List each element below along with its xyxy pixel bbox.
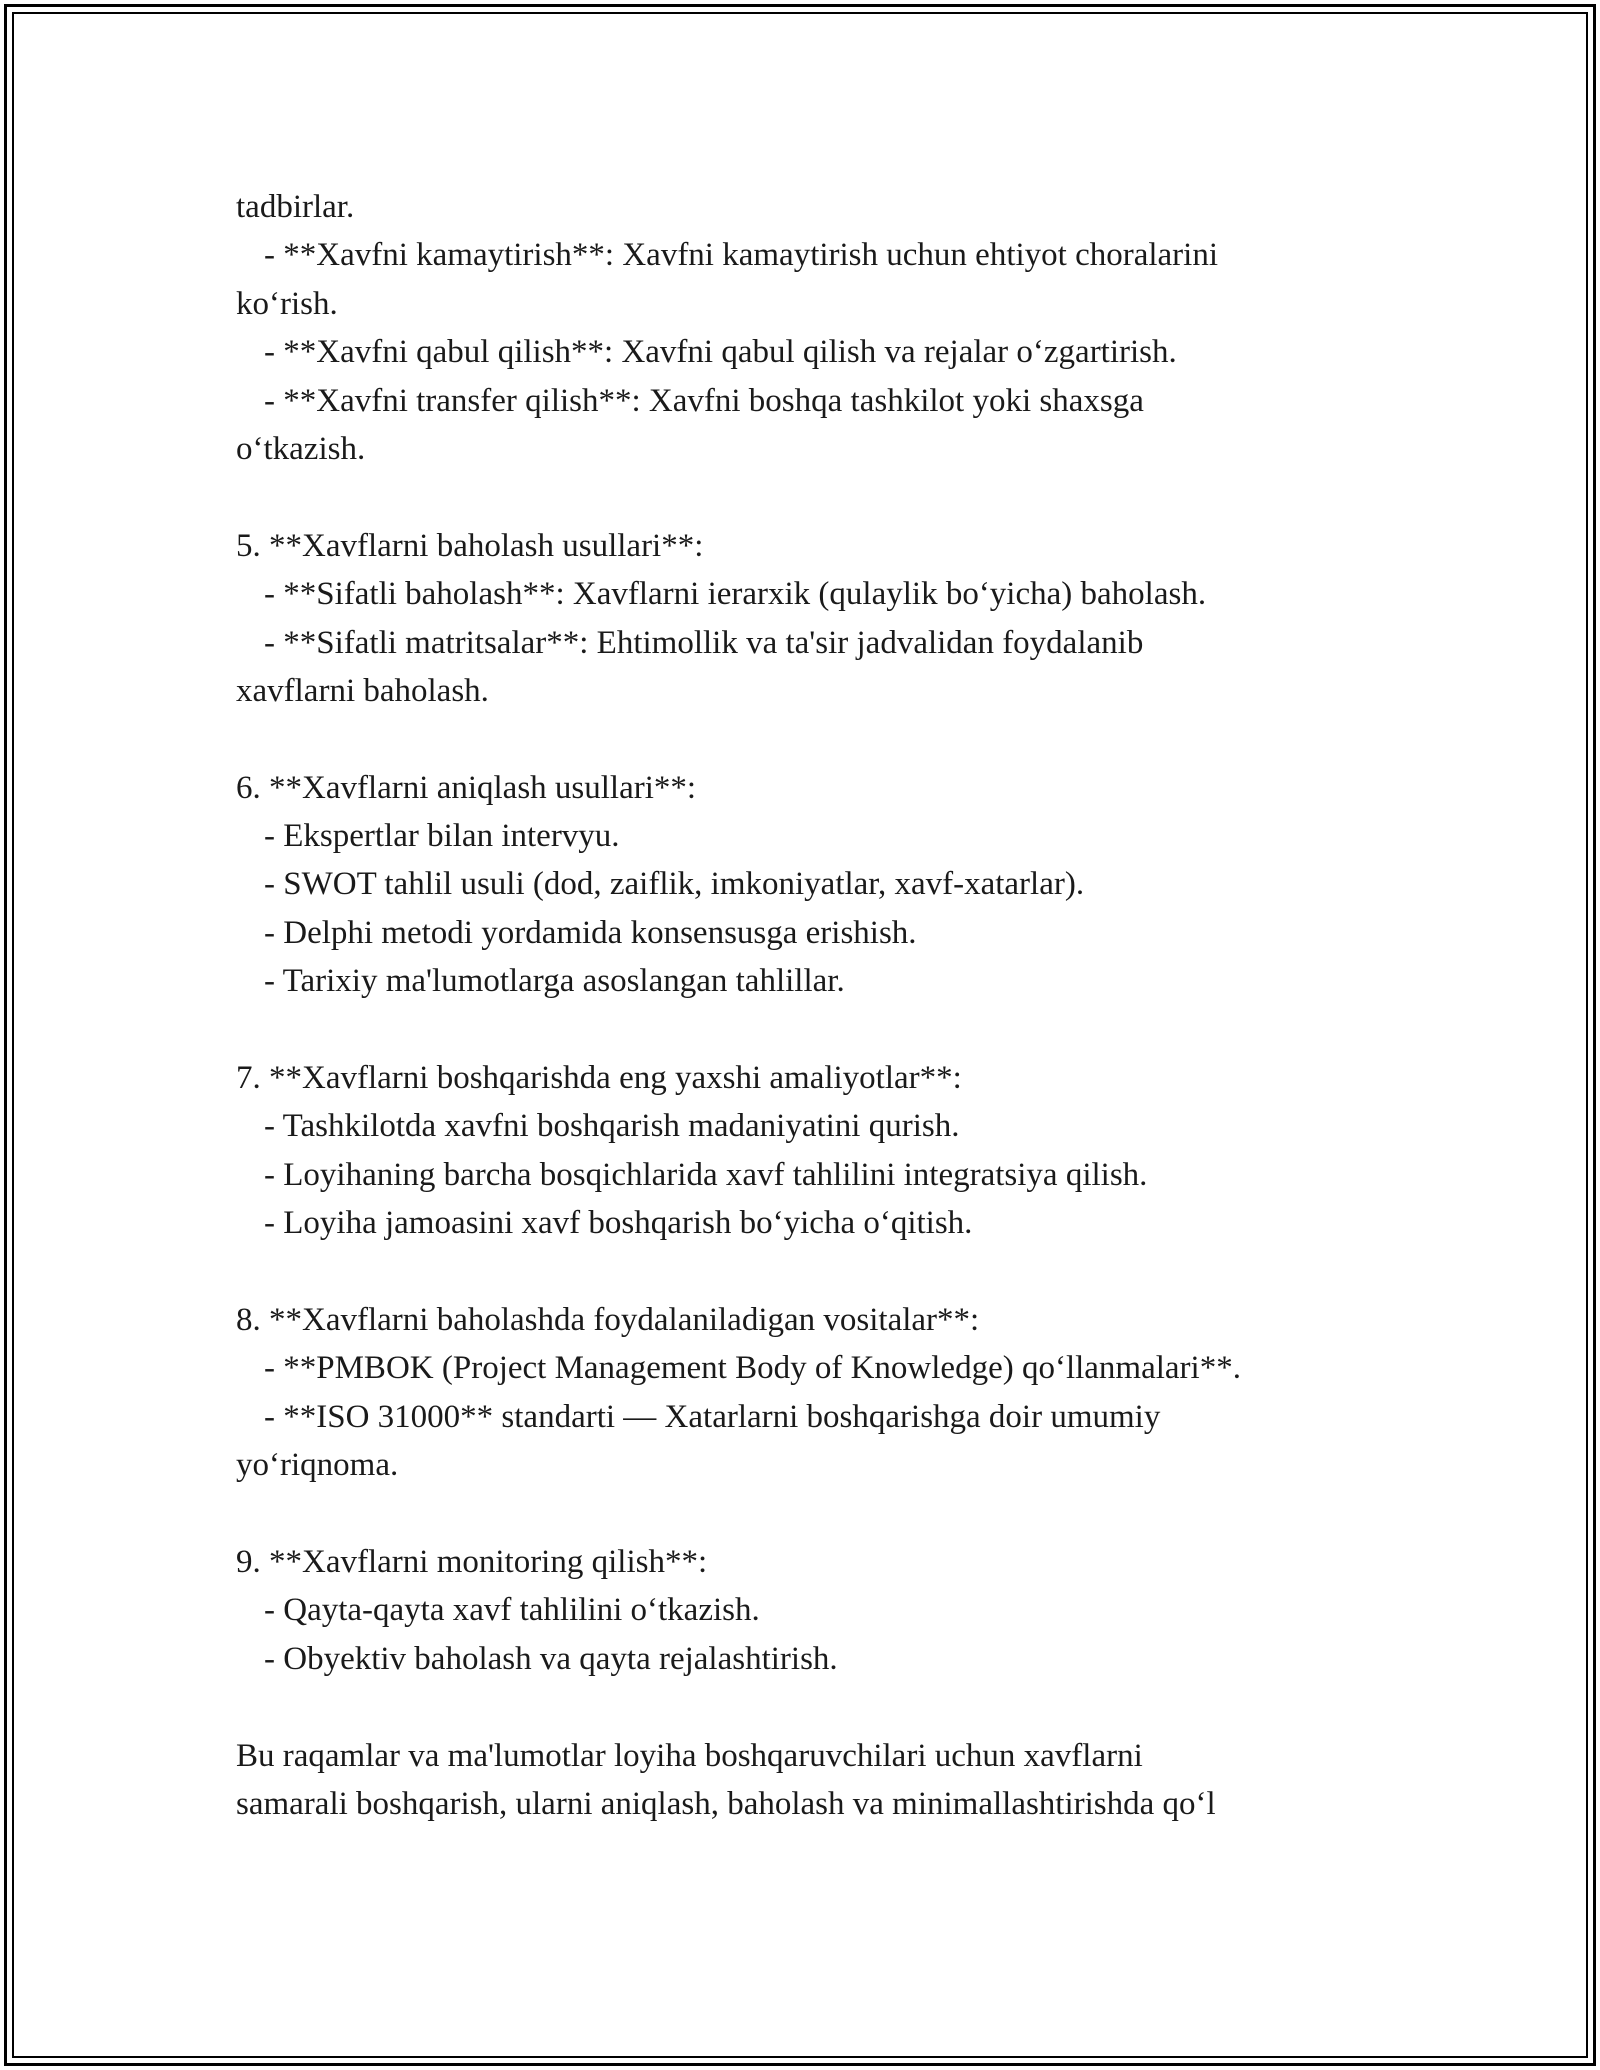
text-line: xavflarni baholash. bbox=[236, 672, 489, 709]
list-item-line: - **ISO 31000** standarti — Xatarlarni boshqarishga doir umumiy bbox=[264, 1398, 1161, 1435]
list-item-line: - Qayta-qayta xavf tahlilini o‘tkazish. bbox=[264, 1592, 760, 1629]
list-item-line: - Obyektiv baholash va qayta rejalashtirish. bbox=[264, 1640, 838, 1677]
blank-line bbox=[236, 715, 1386, 763]
text-line: 7. **Xavflarni boshqarishda eng yaxshi amaliyotlar**: bbox=[236, 1060, 962, 1097]
list-item-line: - Loyiha jamoasini xavf boshqarish bo‘yicha o‘qitish. bbox=[264, 1205, 973, 1242]
list-item-line: - **Sifatli baholash**: Xavflarni ierarxik (qulaylik bo‘yicha) baholash. bbox=[264, 576, 1207, 613]
blank-line bbox=[236, 1683, 1386, 1731]
blank-line bbox=[236, 473, 1386, 521]
text-line: ko‘rish. bbox=[236, 285, 338, 322]
list-item-line: - Ekspertlar bilan intervyu. bbox=[264, 818, 620, 855]
text-line: 6. **Xavflarni aniqlash usullari**: bbox=[236, 769, 697, 806]
list-item-line: - Tarixiy ma'lumotlarga asoslangan tahlillar. bbox=[264, 963, 845, 1000]
text-line: 5. **Xavflarni baholash usullari**: bbox=[236, 527, 704, 564]
text-line: tadbirlar. bbox=[236, 189, 355, 225]
text-line: yo‘riqnoma. bbox=[236, 1447, 399, 1484]
list-item-line: - **Xavfni kamaytirish**: Xavfni kamaytirish uchun ehtiyot choralarini bbox=[264, 237, 1219, 274]
blank-line bbox=[236, 1248, 1386, 1296]
list-item-line: - Tashkilotda xavfni boshqarish madaniyatini qurish. bbox=[264, 1108, 960, 1145]
list-item-line: - Delphi metodi yordamida konsensusga erishish. bbox=[264, 914, 917, 951]
text-line: 9. **Xavflarni monitoring qilish**: bbox=[236, 1543, 708, 1580]
document-body bbox=[236, 183, 1386, 1828]
list-item-line: - SWOT tahlil usuli (dod, zaiflik, imkoniyatlar, xavf-xatarlar). bbox=[264, 866, 1085, 903]
list-item-line: - **PMBOK (Project Management Body of Knowledge) qo‘llanmalari**. bbox=[264, 1350, 1241, 1387]
list-item-line: - **Sifatli matritsalar**: Ehtimollik va ta'sir jadvalidan foydalanib bbox=[264, 624, 1144, 661]
text-line: o‘tkazish. bbox=[236, 430, 366, 467]
text-line: Bu raqamlar va ma'lumotlar loyiha boshqaruvchilari uchun xavflarni bbox=[236, 1737, 1143, 1774]
text-line: 8. **Xavflarni baholashda foydalaniladigan vositalar**: bbox=[236, 1301, 980, 1338]
text-line: samarali boshqarish, ularni aniqlash, baholash va minimallashtirishda qo‘l bbox=[236, 1785, 1216, 1822]
list-item-line: - **Xavfni qabul qilish**: Xavfni qabul qilish va rejalar o‘zgartirish. bbox=[264, 334, 1177, 371]
list-item-line: - **Xavfni transfer qilish**: Xavfni boshqa tashkilot yoki shaxsga bbox=[264, 382, 1144, 419]
blank-line bbox=[236, 1490, 1386, 1538]
blank-line bbox=[236, 1006, 1386, 1054]
list-item-line: - Loyihaning barcha bosqichlarida xavf tahlilini integratsiya qilish. bbox=[264, 1156, 1148, 1193]
